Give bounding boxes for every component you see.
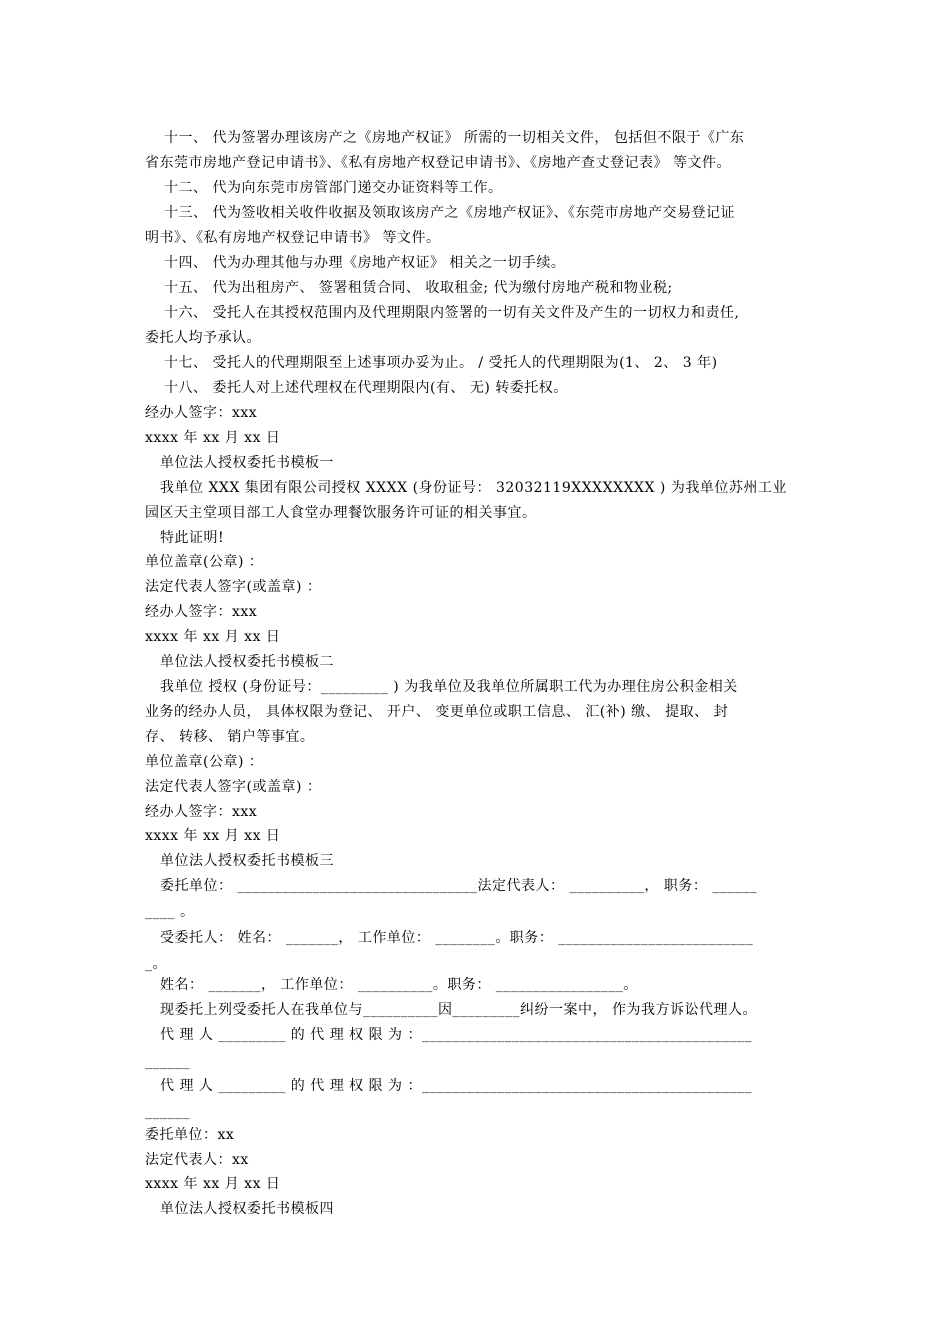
- text-line: 十七、 受托人的代理期限至上述事项办妥为止。 / 受托人的代理期限为(1、 2、 3 年): [164, 355, 718, 371]
- text-line: _。: [145, 956, 167, 972]
- text-line: 特此证明!: [160, 530, 225, 546]
- text-line: 代 理 人 _________ 的 代 理 权 限 为 ：____________________________________________: [160, 1027, 753, 1043]
- text-line: 单位盖章(公章) ：: [145, 754, 264, 770]
- text-line: 十六、 受托人在其授权范围内及代理期限内签署的一切有关文件及产生的一切权力和责任,: [164, 305, 740, 321]
- section-heading: 单位法人授权委托书模板四: [160, 1201, 334, 1217]
- section-heading: 单位法人授权委托书模板三: [160, 853, 334, 869]
- text-line: 业务的经办人员， 具体权限为登记、 开户、 变更单位或职工信息、 汇(补) 缴、 提取、 封: [145, 704, 729, 720]
- text-line: 委托人均予承认。: [145, 330, 261, 346]
- text-line: 经办人签字：xxx: [145, 405, 258, 421]
- text-line: 十一、 代为签署办理该房产之《房地产权证》 所需的一切相关文件， 包括但不限于《广东: [164, 130, 745, 146]
- text-line: 十三、 代为签收相关收件收据及领取该房产之《房地产权证》、《东莞市房地产交易登记证: [164, 205, 735, 221]
- text-line: 委托单位： ________________________________法定代表人： __________， 职务： ______: [160, 878, 758, 894]
- text-line: 法定代表人签字(或盖章) ：: [145, 579, 322, 595]
- text-line: 存、 转移、 销户等事宜。: [145, 729, 315, 745]
- text-line: xxxx 年 xx 月 xx 日: [145, 1176, 281, 1192]
- text-line: 代 理 人 _________ 的 代 理 权 限 为 ：____________________________________________: [160, 1078, 753, 1094]
- text-line: 省东莞市房地产登记申请书》、《私有房地产权登记申请书》、《房地产查丈登记表》 等文件。: [145, 155, 731, 171]
- text-line: 法定代表人：xx: [145, 1152, 249, 1168]
- text-line: 十五、 代为出租房产、 签署租赁合同、 收取租金; 代为缴付房地产税和物业税;: [164, 280, 673, 296]
- text-line: xxxx 年 xx 月 xx 日: [145, 828, 281, 844]
- text-line: 园区天主堂项目部工人食堂办理餐饮服务许可证的相关事宜。: [145, 505, 537, 521]
- text-line: 我单位 授权 (身份证号：_________ ) 为我单位及我单位所属职工代为办理住房公积金相关: [160, 679, 738, 695]
- text-line: 单位盖章(公章) ：: [145, 554, 264, 570]
- text-line: 明书》、《私有房地产权登记申请书》 等文件。: [145, 230, 441, 246]
- text-line: 十八、 委托人对上述代理权在代理期限内(有、 无) 转委托权。: [164, 380, 568, 396]
- section-heading: 单位法人授权委托书模板一: [160, 455, 334, 471]
- text-line: 十二、 代为向东莞市房管部门递交办证资料等工作。: [164, 180, 503, 196]
- text-line: xxxx 年 xx 月 xx 日: [145, 629, 281, 645]
- text-line: ______: [145, 1104, 190, 1120]
- text-line: 法定代表人签字(或盖章) ：: [145, 779, 322, 795]
- text-line: 十四、 代为办理其他与办理《房地产权证》 相关之一切手续。: [164, 255, 566, 271]
- text-line: ____ 。: [145, 904, 195, 920]
- text-line: 我单位 XXX 集团有限公司授权 XXXX (身份证号： 32032119XXXXXXXX ) 为我单位苏州工业: [160, 480, 787, 496]
- text-line: xxxx 年 xx 月 xx 日: [145, 430, 281, 446]
- text-line: 经办人签字：xxx: [145, 804, 258, 820]
- text-line: ______: [145, 1054, 190, 1070]
- text-line: 姓名： _______， 工作单位： __________。职务： _________________。: [160, 977, 638, 993]
- section-heading: 单位法人授权委托书模板二: [160, 654, 334, 670]
- text-line: 现委托上列受委托人在我单位与__________因_________纠纷一案中， 作为我方诉讼代理人。: [160, 1002, 757, 1018]
- text-line: 经办人签字：xxx: [145, 604, 258, 620]
- text-line: 受委托人： 姓名： _______， 工作单位： ________。职务： __________________________: [160, 930, 754, 946]
- text-line: 委托单位：xx: [145, 1127, 235, 1143]
